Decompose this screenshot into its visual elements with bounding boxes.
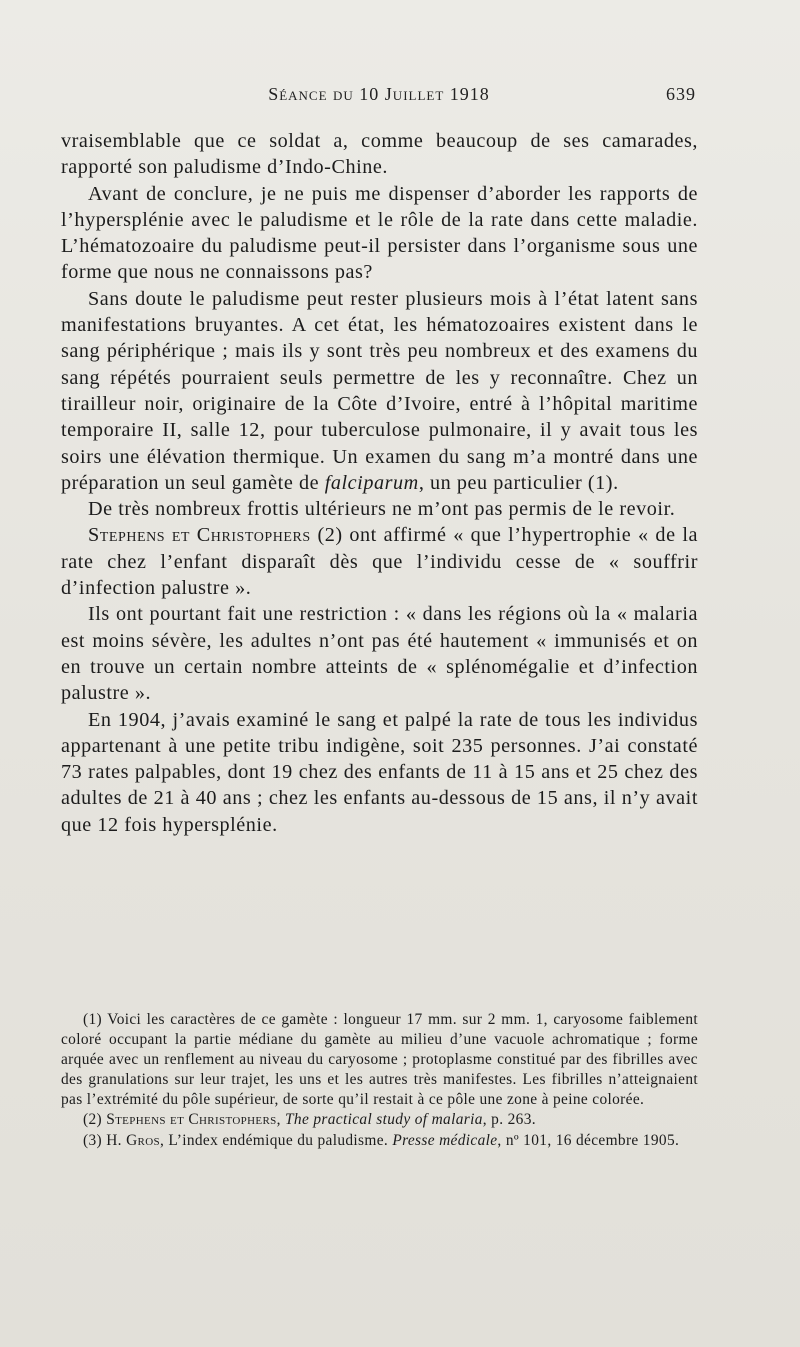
page-number: 639 [666, 84, 696, 104]
footnote-1: (1) Voici les caractères de ce gamète : longueur 17 mm. sur 2 mm. 1, caryosome faiblement coloré occupant la partie médiane du gamète au milieu d’une vacuole achromatique ; forme arquée avec un renflement au niveau du caryosome ; protoplasme constitué par des fibrilles avec des granulations sur leur trajet, les uns et les autres très manifestes. Les fibrilles n’atteignaient pas l’extrémité du pôle supérieur, de sorte qu’il restait à ce pôle une zone à peine colorée. [61, 1011, 698, 1109]
page-header [62, 84, 696, 108]
footnote-2-number: (2) [83, 1111, 107, 1129]
paragraph-5 [61, 522, 698, 601]
paragraph-3 [61, 286, 698, 496]
footnote-3-author: Gros [126, 1131, 160, 1149]
footnote-3-text: , L’index endémique du paludisme. [159, 1131, 393, 1149]
footnote-2-authors: Stephens et Christophers [106, 1111, 277, 1129]
footnote-3-number: (3) H. [83, 1131, 127, 1149]
paragraph-4: De très nombreux frottis ultérieurs ne m’ont pas permis de le revoir. [88, 498, 676, 521]
footnotes [61, 1010, 698, 1151]
paragraph-3-italic: falciparum [324, 471, 419, 494]
footnote-2-sep: , [276, 1111, 286, 1129]
paragraph-5-text: (2) ont affirmé « que l’hypertrophie « de la rate chez l’enfant disparaît dès que l’individu cesse de « souffrir d’infection palustre ». [61, 524, 698, 600]
footnote-3 [61, 1131, 698, 1151]
footnote-2 [61, 1110, 698, 1130]
body-text [61, 128, 698, 838]
paragraph-5-authors: Stephens et Christophers [88, 524, 311, 547]
paragraph-6: Ils ont pourtant fait une restriction : « dans les régions où la « malaria est moins sévère, les adultes n’ont pas été hautement « immunisés et on en trouve un certain nombre atteints de « splénomégalie et d’infection palustre ». [61, 603, 698, 705]
footnote-2-end: , p. 263. [482, 1111, 536, 1129]
footnote-3-journal: Presse médicale [392, 1131, 498, 1149]
paragraph-7: En 1904, j’avais examiné le sang et palpé la rate de tous les individus appartenant à une petite tribu indigène, soit 235 personnes. J’ai constaté 73 rates palpables, dont 19 chez des enfants de 11 à 15 ans et 25 chez des adultes de 21 à 40 ans ; chez les enfants au-dessous de 15 ans, il n’y avait que 12 fois hypersplénie. [61, 708, 698, 836]
paragraph-3-text-b: , un peu particulier (1). [418, 471, 619, 494]
running-title: Séance du 10 Juillet 1918 [268, 84, 490, 104]
footnote-3-end: , nº 101, 16 décembre 1905. [497, 1131, 680, 1149]
paragraph-3-text-a: Sans doute le paludisme peut rester plusieurs mois à l’état latent sans manifestations bruyantes. A cet état, les hématozoaires existent dans le sang périphérique ; mais ils y sont très peu nombreux et des examens du sang répétés pourraient seuls permettre de les y reconnaître. Chez un tirailleur noir, originaire de la Côte d’Ivoire, entré à l’hôpital maritime temporaire II, salle 12, pour tuberculose pulmonaire, il y avait tous les soirs une élévation thermique. Un examen du sang m’a montré dans une préparation un seul gamète de [61, 287, 698, 494]
paragraph-2: Avant de conclure, je ne puis me dispenser d’aborder les rapports de l’hypersplénie avec le paludisme et le rôle de la rate dans cette maladie. L’hématozoaire du paludisme peut-il persister dans l’organisme sous une forme que nous ne connaissons pas? [61, 182, 698, 284]
paragraph-1: vraisemblable que ce soldat a, comme beaucoup de ses camarades, rapporté son paludisme d’Indo-Chine. [61, 130, 698, 179]
footnote-2-title: The practical study of malaria [285, 1111, 483, 1129]
